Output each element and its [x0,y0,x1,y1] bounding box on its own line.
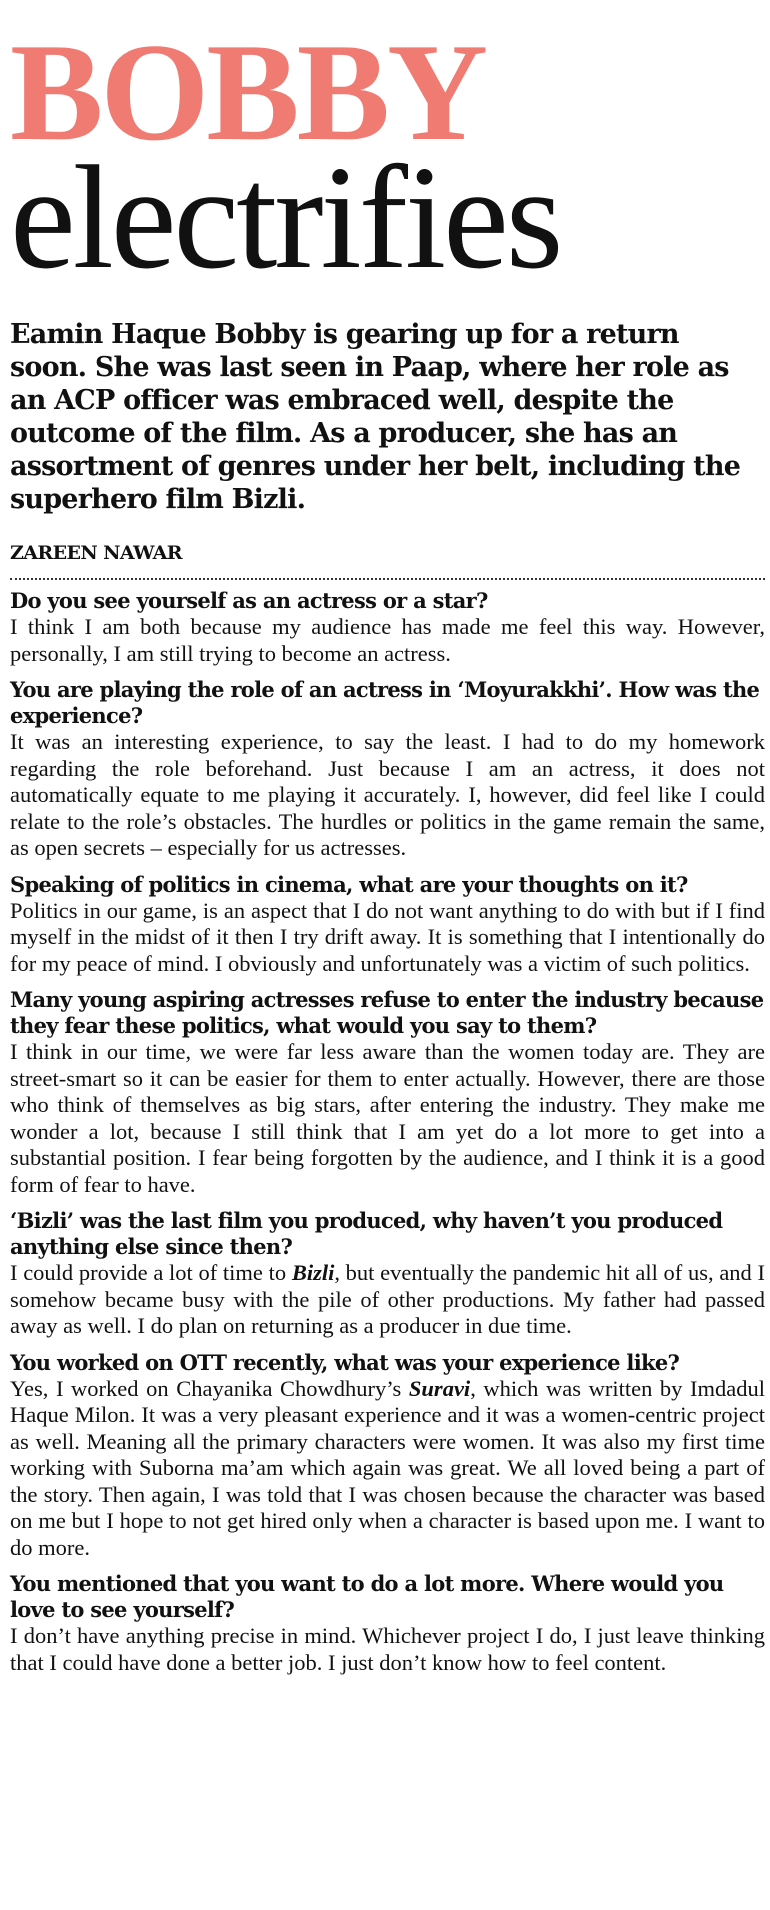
film-title-emphasis: Bizli [291,1260,335,1285]
byline: ZAREEN NAWAR [10,542,182,564]
answer-text-end: , but eventually the pandemic hit all of us, and I somehow became busy with the pile of other productions. My father had passed away as well. I do plan on returning as a producer in due time. [10,1260,766,1338]
headline-verb: electrifies [10,136,561,300]
answer: I think I am both because my audience has made me feel this way. However, personally, I am still trying to become an actress. [10,614,765,666]
question: Speaking of politics in cinema, what are your thoughts on it? [10,871,688,897]
qa-item-5 [10,1208,765,1340]
qa-item-1 [10,588,765,667]
series-title-emphasis: Suravi [408,1375,471,1401]
answer: I think in our time, we were far less aware than the women today are. They are street-smart so it can be easier for them to enter actually. However, there are those who think of themselves as big stars, after entering the industry. They make me wonder a lot, because I still think that I am yet do a lot more to get into a substantial position. I fear being forgotten by the audience, and I think it is a good form of fear to have. [10,1039,765,1197]
answer: It was an interesting experience, to say the least. I had to do my homework regarding the role beforehand. Just because I am an actress, it does not automatically equate to me playing it accurately. I, however, did feel like I could relate to the role’s obstacles. The hurdles or politics in the game remain the same, as open secrets – especially for us actresses. [10,729,765,860]
question: Many young aspiring actresses refuse to enter the industry because they fear these politics, what would you say to them? [10,987,764,1038]
answer-text-end: , which was written by Imdadul Haque Milon. It was a very pleasant experience and it was a women-centric project as well. Meaning all the primary characters were women. It was also my first time working with Suborna ma’am which again was great. We all loved being a part of the story. Then again, I was told that I was chosen because the character was based on me but I hope to not get hired only when a character is based upon me. I want to do more. [10,1375,765,1560]
qa-item-7 [10,1571,765,1676]
qa-item-6 [10,1350,765,1562]
answer [10,1376,765,1562]
question: You mentioned that you want to do a lot more. Where would you love to see yourself? [10,1571,724,1622]
headline [10,15,770,300]
intro-paragraph: Eamin Haque Bobby is gearing up for a return soon. She was last seen in Paap, where her role as an ACP officer was embraced well, despite the outcome of the film. As a producer, she has an assortment of genres under her belt, including the superhero film Bizli. [10,319,741,515]
dotted-divider [10,578,765,580]
qa-item-4 [10,987,765,1198]
answer: I don’t have anything precise in mind. Whichever project I do, I just leave thinking that I could have done a better job. I just don’t know how to feel content. [10,1623,765,1675]
headline-name: BOBBY [10,15,486,170]
qa-item-2 [10,677,765,862]
answer-text-start: I could provide a lot of time to [10,1260,292,1285]
answer [10,1260,765,1340]
answer-text-start: Yes, I worked on Chayanika Chowdhury’s [10,1375,409,1401]
question: Do you see yourself as an actress or a star? [10,588,488,613]
answer: Politics in our game, is an aspect that I do not want anything to do with but if I find myself in the midst of it then I try drift away. It is something that I intentionally do for my peace of mind. I obviously and unfortunately was a victim of such politics. [10,897,765,976]
question: You worked on OTT recently, what was your experience like? [10,1349,680,1375]
qa-item-3 [10,872,765,978]
question: ‘Bizli’ was the last film you produced, why haven’t you produced anything else since then? [10,1208,723,1259]
question: You are playing the role of an actress in ‘Moyurakkhi’. How was the experience? [10,677,760,728]
